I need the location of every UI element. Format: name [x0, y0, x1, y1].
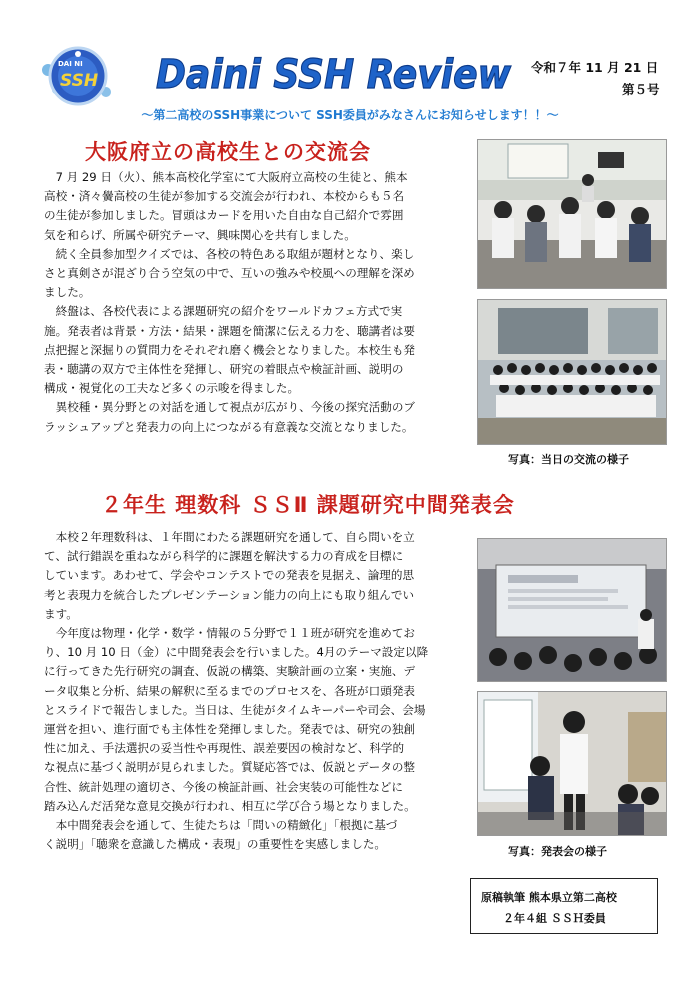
article1-heading: 大阪府立の高校生との交流会 — [85, 140, 371, 164]
article1-body — [44, 168, 476, 437]
credit-line: ２年４組 ＳＳＨ委員 — [503, 912, 606, 925]
svg-text:Daini SSH Review: Daini SSH Review — [156, 52, 512, 98]
article1-paragraph — [44, 302, 476, 398]
photo-presentation-hall — [477, 538, 667, 682]
text-line: 表・聴講の双方で主体性を発揮し、研究の着眼点や検証計画、説明の — [44, 362, 404, 377]
text-line: 運営を担い、進行面でも主体性を発揮しました。発表では、研究の独創 — [44, 722, 416, 737]
photo-caption: 写真：発表会の様子 — [508, 845, 607, 858]
newsletter-subtitle: ～第二高校のSSH事業について SSH委員がみなさんにお知らせします！！～ — [141, 108, 559, 122]
text-line: く説明」「聴衆を意識した構成・表現」の重要性を実感しました。 — [44, 837, 387, 852]
text-line: 本校２年理数科は、１年間にわたる課題研究を通して、自ら問いを立 — [55, 530, 415, 544]
article2-paragraph — [44, 528, 476, 624]
text-line: 性に加え、手法選択の妥当性や再現性、誤差要因の検討など、科学的 — [44, 741, 405, 756]
article1-paragraph — [44, 245, 476, 303]
article2-paragraph — [44, 816, 476, 854]
text-line: 気を和らげ、所属や研究テーマ、興味関心を共有しました。 — [44, 227, 356, 242]
text-line: 異校種・異分野との対話を通して視点が広がり、今後の探究活動のブ — [55, 400, 416, 415]
school-ssh-logo — [36, 40, 118, 112]
issue-number: 第５号 — [622, 82, 660, 97]
text-line: 高校・済々黌高校の生徒が参加する交流会が行われ、本校からも５名 — [44, 189, 405, 204]
text-line: な視点に基づく説明が見られました。質疑応答では、仮説とデータの整 — [44, 760, 416, 775]
text-line: 本中間発表会を通して、生徒たちは「問いの精緻化」「根拠に基づ — [55, 818, 398, 833]
photo-student-presenting — [477, 691, 667, 836]
credit-line: 原稿執筆 熊本県立第二高校 — [481, 891, 617, 904]
text-line: 今年度は物理・化学・数学・情報の５分野で１１班が研究を進めてお — [55, 626, 416, 641]
text-line: の生徒が参加しました。冒頭はカードを用いた自由な自己紹介で雰囲 — [44, 208, 404, 223]
text-line: 続く全員参加型クイズでは、各校の特色ある取組が題材となり、楽し — [55, 246, 415, 261]
text-line: に行ってきた先行研究の調査、仮説の構築、実験計画の立案・実施、デ — [44, 664, 416, 679]
text-line: 合性、統計処理の適切さ、今後の検証計画、社会実装の可能性などに — [44, 779, 403, 794]
text-line: ラッシュアップと発表力の向上につながる有意義な交流となりました。 — [44, 419, 414, 434]
logo-text-top: DAI NI — [58, 60, 83, 68]
text-line: とスライドで報告しました。当日は、生徒がタイムキーパーや司会、会場 — [44, 702, 426, 717]
article2-heading: ２年生 理数科 ＳＳⅡ 課題研究中間発表会 — [101, 493, 515, 517]
photo-group-picture — [477, 299, 667, 445]
article1-paragraph — [44, 168, 476, 245]
text-line: 構成・視覚化の工夫など多くの示唆を得ました。 — [44, 381, 300, 396]
logo-text-main: SSH — [60, 71, 99, 91]
text-line: て、試行錯誤を重ねながら科学的に課題を解決する力の育成を目標に — [44, 549, 404, 564]
article1-paragraph — [44, 398, 476, 436]
author-credit-box — [470, 878, 658, 934]
text-line: り、10 月 10 日（金）に中間発表会を行いました。4月のテーマ設定以降 — [44, 645, 429, 660]
article2-body — [44, 528, 476, 854]
article2-paragraph — [44, 624, 476, 816]
text-line: ます。 — [44, 606, 78, 621]
text-line: 点把握と深掘りの質問力をそれぞれ磨く機会となりました。本校生も発 — [44, 342, 416, 357]
text-line: ータ収集と分析、結果の解釈に至るまでのプロセスを、各班が口頭発表 — [44, 683, 416, 698]
photo-caption: 写真：当日の交流の様子 — [508, 453, 629, 466]
text-line: 考と表現力を統合したプレゼンテーション能力の向上にも取り組んでい — [44, 587, 415, 602]
text-line: しています。あわせて、学会やコンテストでの発表を見据え、論理的思 — [44, 568, 415, 583]
text-line: さと真剣さが混ざり合う空気の中で、互いの強みや校風への理解を深め — [44, 266, 415, 281]
text-line: 施。発表者は背景・方法・結果・課題を簡潔に伝える力を、聴講者は要 — [44, 323, 416, 338]
masthead-title — [150, 44, 520, 104]
text-line: 7 月 29 日（火）、熊本高校化学室にて大阪府立高校の生徒と、熊本 — [55, 170, 408, 184]
issue-date: 令和７年 11 月 21 日 — [531, 60, 659, 75]
photo-exchange-classroom — [477, 139, 667, 289]
text-line: 終盤は、各校代表による課題研究の紹介をワールドカフェ方式で実 — [55, 304, 403, 319]
text-line: ました。 — [44, 285, 91, 300]
text-line: 踏み込んだ活発な意見交換が行われ、相互に学び合う場となりました。 — [44, 798, 416, 813]
